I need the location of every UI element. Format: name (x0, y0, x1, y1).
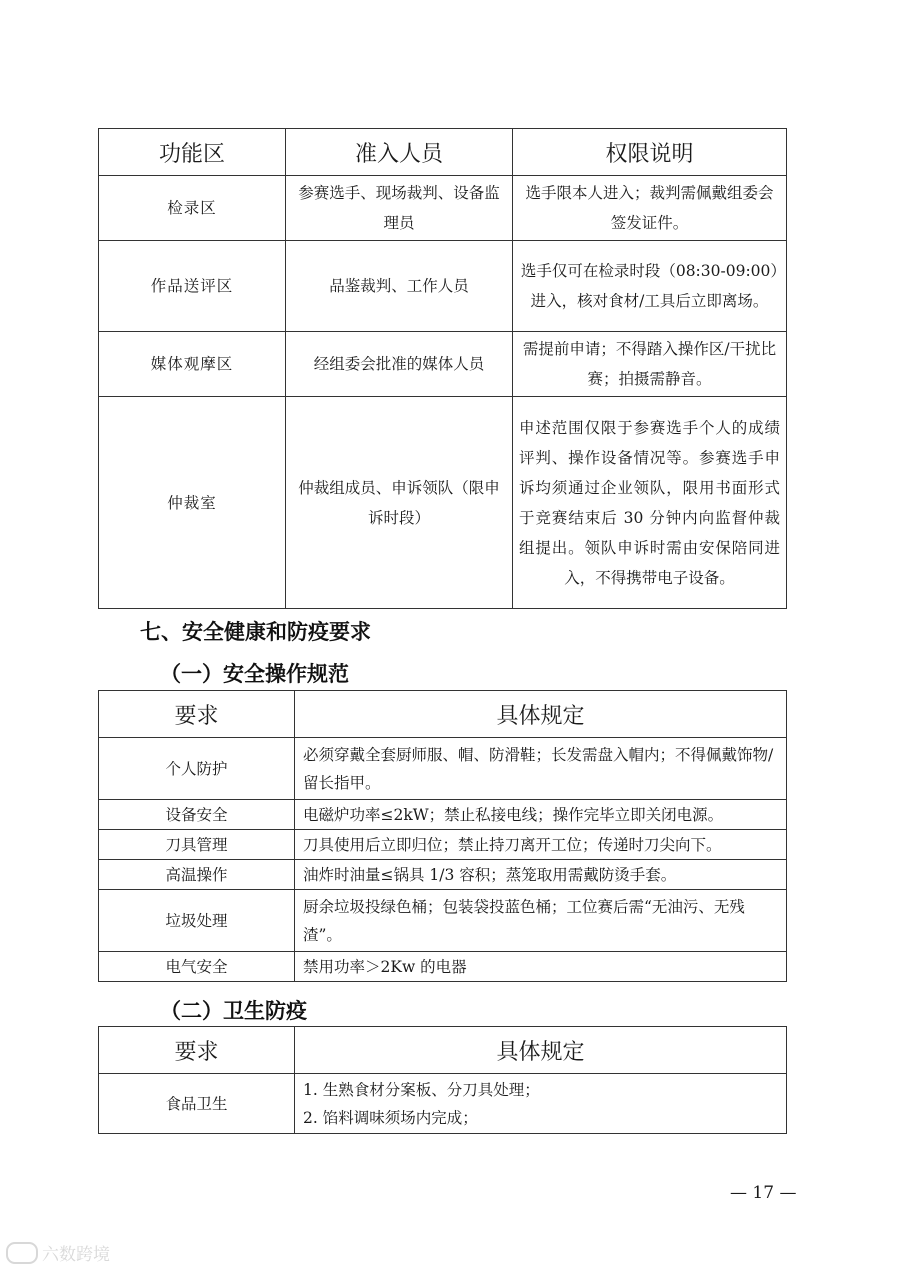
personnel-cell: 仲裁组成员、申诉领队（限申诉时段） (286, 397, 513, 609)
hygiene-rules-table (98, 1026, 787, 1134)
requirement-cell: 垃圾处理 (99, 890, 295, 952)
table-header-row (99, 691, 787, 738)
table-row (99, 397, 787, 609)
watermark-text: 六数跨境 (42, 1245, 110, 1265)
requirement-cell: 设备安全 (99, 800, 295, 830)
rule-cell (295, 1074, 787, 1134)
requirement-cell: 食品卫生 (99, 1074, 295, 1134)
permission-cell: 申述范围仅限于参赛选手个人的成绩评判、操作设备情况等。参赛选手申诉均须通过企业领队，限用书面形式于竞赛结束后 30 分钟内向监督仲裁组提出。领队申诉时需由安保陪同进入，不得携带电子设备。 (513, 397, 787, 609)
section-heading: 七、安全健康和防疫要求 (140, 620, 371, 644)
header-rule: 具体规定 (295, 1027, 787, 1074)
personnel-cell: 参赛选手、现场裁判、设备监理员 (286, 176, 513, 241)
rule-cell: 油炸时油量≤锅具 1/3 容积；蒸笼取用需戴防烫手套。 (295, 860, 787, 890)
header-rule: 具体规定 (295, 691, 787, 738)
rule-cell: 必须穿戴全套厨师服、帽、防滑鞋；长发需盘入帽内；不得佩戴饰物/留长指甲。 (295, 738, 787, 800)
requirement-cell: 电气安全 (99, 952, 295, 982)
table-row (99, 860, 787, 890)
page-number: — 17 — (730, 1183, 797, 1203)
requirement-cell: 高温操作 (99, 860, 295, 890)
rule-cell: 禁用功率＞2Kw 的电器 (295, 952, 787, 982)
permission-cell: 选手仅可在检录时段（08:30-09:00）进入，核对食材/工具后立即离场。 (513, 241, 787, 332)
watermark (6, 1240, 110, 1265)
permission-cell: 需提前申请；不得踏入操作区/干扰比赛；拍摄需静音。 (513, 332, 787, 397)
zone-cell: 检录区 (99, 176, 286, 241)
subsection-heading-hygiene: （二）卫生防疫 (160, 999, 307, 1023)
header-requirement: 要求 (99, 1027, 295, 1074)
table-row (99, 952, 787, 982)
rule-line: 1. 生熟食材分案板、分刀具处理； (303, 1080, 540, 1099)
watermark-logo-icon (6, 1242, 38, 1264)
access-permissions-table (98, 128, 787, 609)
header-zone: 功能区 (99, 129, 286, 176)
personnel-cell: 经组委会批准的媒体人员 (286, 332, 513, 397)
zone-cell: 作品送评区 (99, 241, 286, 332)
table-row (99, 332, 787, 397)
rule-cell: 电磁炉功率≤2kW；禁止私接电线；操作完毕立即关闭电源。 (295, 800, 787, 830)
table-row (99, 738, 787, 800)
rule-line: 2. 馅料调味须场内完成； (303, 1108, 478, 1127)
table-header-row (99, 1027, 787, 1074)
rule-cell: 刀具使用后立即归位；禁止持刀离开工位；传递时刀尖向下。 (295, 830, 787, 860)
requirement-cell: 个人防护 (99, 738, 295, 800)
zone-cell: 仲裁室 (99, 397, 286, 609)
header-requirement: 要求 (99, 691, 295, 738)
table-row (99, 1074, 787, 1134)
zone-cell: 媒体观摩区 (99, 332, 286, 397)
table-row (99, 800, 787, 830)
table-header-row (99, 129, 787, 176)
table-row (99, 830, 787, 860)
subsection-heading-safety: （一）安全操作规范 (160, 662, 349, 686)
table-row (99, 890, 787, 952)
permission-cell: 选手限本人进入；裁判需佩戴组委会签发证件。 (513, 176, 787, 241)
requirement-cell: 刀具管理 (99, 830, 295, 860)
personnel-cell: 品鉴裁判、工作人员 (286, 241, 513, 332)
header-permission: 权限说明 (513, 129, 787, 176)
table-row (99, 176, 787, 241)
header-personnel: 准入人员 (286, 129, 513, 176)
table-row (99, 241, 787, 332)
rule-cell: 厨余垃圾投绿色桶；包装袋投蓝色桶；工位赛后需“无油污、无残渣”。 (295, 890, 787, 952)
safety-rules-table (98, 690, 787, 982)
